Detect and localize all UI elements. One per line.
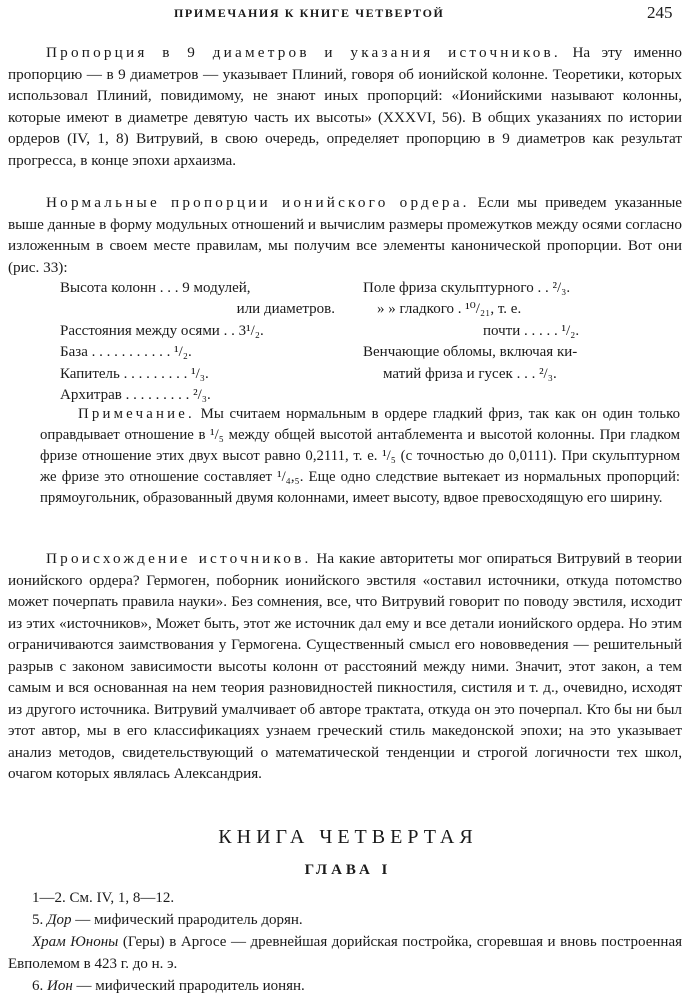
note-term: Ион <box>47 978 73 994</box>
note-text: — мифический прародитель дорян. <box>75 912 303 928</box>
proportions-left-column <box>60 278 335 406</box>
note-item <box>8 975 682 997</box>
paragraph <box>40 404 680 509</box>
proportion-row: матий фриза и гусек . . . ²/₃. <box>383 365 557 382</box>
section-origin-of-sources <box>8 548 682 785</box>
proportion-row: Расстояния между осями . . 3¹/₂. <box>60 322 264 339</box>
book-title: КНИГА ЧЕТВЕРТАЯ <box>218 826 478 848</box>
paragraph <box>8 192 682 278</box>
section-note <box>40 404 680 509</box>
proportion-row: Высота колонн . . . 9 модулей, <box>60 280 251 296</box>
note-ref: 6. <box>32 978 44 994</box>
chapter-notes <box>8 887 682 997</box>
section-normal-proportions <box>8 192 682 278</box>
note-ref: 1—2. <box>32 890 66 906</box>
chapter-title: ГЛАВА I <box>304 862 392 878</box>
note-item <box>8 931 682 975</box>
proportion-row: » » гладкого . ¹⁰/₂₁, т. е. <box>377 301 522 318</box>
note-text: (Геры) в Аргосе — древнейшая дорийская постройка, сгоревшая и вновь построенная Евполемом в 423 г. до н. э. <box>8 934 682 972</box>
running-title: ПРИМЕЧАНИЯ К КНИГЕ ЧЕТВЕРТОЙ <box>174 6 445 20</box>
paragraph-text: На эту именно пропорцию — в 9 диаметров — указывает Плиний, говоря об ионийской колонне. Теоретики, которых использовал Плиний, повидимому, не знают иных пропорций: «Ионийскими называют колонны, которые имеют в диаметре девятую часть их высоты» (XXXVI, 56). В общих указаниях по истории ордеров (IV, 1, 8) Витрувий, в свою очередь, определяет пропорцию в 9 диаметров как результат прогресса, в конце эпохи архаизма. <box>8 44 683 169</box>
paragraph-text: На какие авторитеты мог опираться Витрувий в теории ионийского ордера? Гермоген, поборник ионийского эвстиля «оставил источники, откуда потомство может почерпать правила науки». Без сомнения, все, что Витрувий говорит по поводу эвстиля, исходит из этих «источников», Может быть, этот же источник дал ему и все детали ионийского ордера. Но этим ограничиваются заимствования у Гермогена. Существенный смысл его нововведения — решительный разрыв с законом зависимости высоты колонн от расстояний между ними. Значит, этот закон, а тем самым и вся основанная на нем теория разновидностей пикностиля, систиля и т. д., очевидно, исходят из другого источника. Витрувий умалчивает об авторе трактата, откуда он это почерпал. Кто бы ни был этот автор, мы в его классификациях узнаем греческий стиль македонской эпохи; на это указывает анализ методов, свидетельствующий о математической тенденции и строгой логичности тех школ, очагом которых являлась Александрия. <box>8 550 682 782</box>
page-number: 245 <box>647 3 673 22</box>
note-item <box>8 887 682 909</box>
paragraph <box>8 42 682 171</box>
note-item <box>8 909 682 931</box>
note-text: См. IV, 1, 8—12. <box>69 890 175 906</box>
paragraph-text: Если мы приведем указанные выше данные в форму модульных отношений и вычислим размеры промежутков между осями согласно изложенным в своем месте правилам, мы получим все элементы канонической пропорции. Вот они (рис. 33): <box>8 194 683 276</box>
proportions-right-column <box>363 278 683 385</box>
proportion-row: Архитрав . . . . . . . . . ²/₃. <box>60 387 211 404</box>
note-term: Дор <box>47 912 72 928</box>
section-heading: Пропорция в 9 диаметров и указания источников. <box>46 44 561 61</box>
proportion-row: почти . . . . . ¹/₂. <box>483 322 580 339</box>
note-ref: 5. <box>32 912 44 928</box>
proportion-row: Поле фриза скульптурного . . ²/₃. <box>363 280 571 296</box>
proportion-row: База . . . . . . . . . . . ¹/₂. <box>60 344 192 361</box>
note-text: — мифический прародитель ионян. <box>76 978 305 994</box>
proportion-row: или диаметров. <box>236 301 335 318</box>
paragraph-text: Мы считаем нормальным в ордере гладкий фриз, так как он один только оправдывает отношение в ¹/₅ между общей высотой антаблемента и высотой колонны. При гладком фризе отношение этих двух высот равно 0,2111, т. е. ¹/₅ (с точностью до 0,0111). При скульптурном же фризе это отношение составляет ¹/₄,₅. Еще одно следствие вытекает из нормальных пропорций: прямоугольник, образованный двумя колоннами, имеет высоту, вдвое превосходящую его ширину. <box>40 406 680 506</box>
note-term: Храм Юноны <box>32 934 119 950</box>
proportion-row: Венчающие обломы, включая ки- <box>363 344 578 361</box>
section-heading: Нормальные пропорции ионийского ордера. <box>46 194 470 211</box>
note-heading: Примечание. <box>78 406 195 422</box>
section-proportion-sources <box>8 42 682 171</box>
proportion-row: Капитель . . . . . . . . . ¹/₃. <box>60 365 209 382</box>
paragraph <box>8 548 682 785</box>
section-heading: Происхождение источников. <box>46 550 312 567</box>
